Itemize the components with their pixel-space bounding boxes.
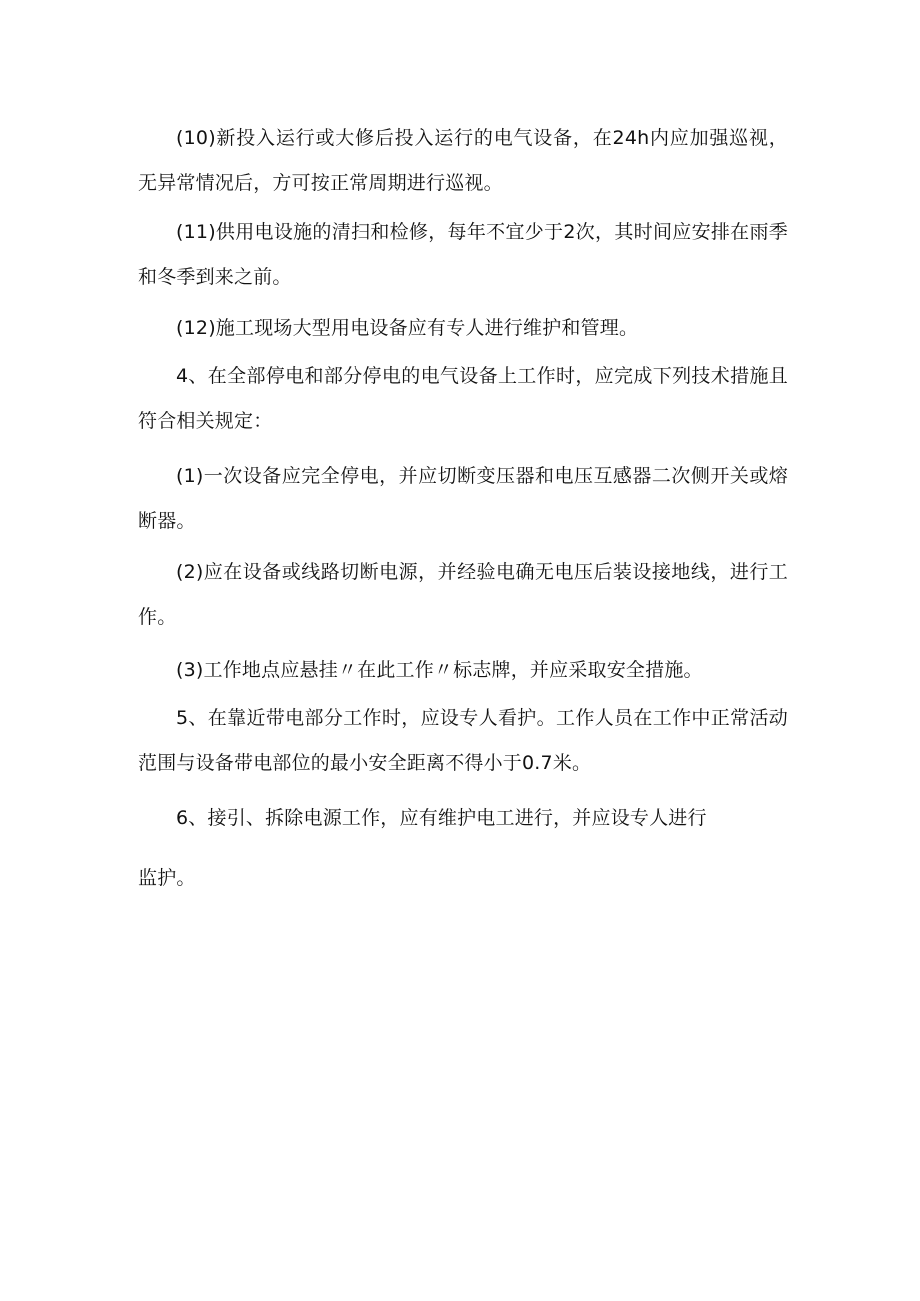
paragraph-item-12: (12)施工现场大型用电设备应有专人进行维护和管理。 <box>176 317 639 339</box>
paragraph-section-5: 5、在靠近带电部分工作时，应设专人看护。工作人员在工作中正常活动范围与设备带电部位的最小安全距离不得小于0.7米。 <box>138 707 788 774</box>
paragraph-section-6-continuation: 监护。 <box>138 867 196 889</box>
paragraph-item-1: (1)一次设备应完全停电，并应切断变压器和电压互感器二次侧开关或熔断器。 <box>138 465 788 532</box>
paragraph-item-11: (11)供用电设施的清扫和检修，每年不宜少于2次，其时间应安排在雨季和冬季到来之前。 <box>138 221 788 288</box>
paragraph-section-4: 4、在全部停电和部分停电的电气设备上工作时，应完成下列技术措施且符合相关规定： <box>138 365 788 432</box>
paragraph-item-2: (2)应在设备或线路切断电源，并经验电确无电压后装设接地线，进行工作。 <box>138 561 788 628</box>
paragraph-item-3: (3)工作地点应悬挂〃在此工作〃标志牌，并应采取安全措施。 <box>176 659 703 681</box>
paragraph-section-6: 6、接引、拆除电源工作，应有维护电工进行，并应设专人进行 <box>176 807 707 829</box>
paragraph-item-10: (10)新投入运行或大修后投入运行的电气设备，在24h内应加强巡视，无异常情况后，方可按正常周期进行巡视。 <box>138 127 788 194</box>
